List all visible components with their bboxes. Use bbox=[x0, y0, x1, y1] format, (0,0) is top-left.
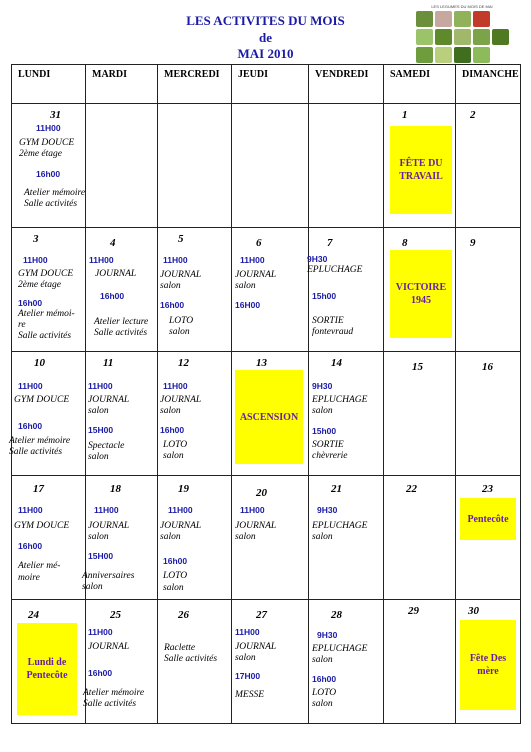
activity-text: moire bbox=[18, 573, 40, 583]
day-number: 15 bbox=[412, 361, 423, 373]
day-number: 10 bbox=[34, 357, 45, 369]
day-number: 14 bbox=[331, 357, 342, 369]
day-number: 13 bbox=[256, 357, 267, 369]
day-number: 3 bbox=[33, 233, 39, 245]
day-cell bbox=[456, 600, 521, 724]
activity-time: 16h00 bbox=[160, 425, 185, 435]
holiday-label: Fête Des mère bbox=[460, 620, 516, 710]
activity-text: EPLUCHAGE bbox=[312, 395, 368, 405]
activity-text: EPLUCHAGE bbox=[312, 644, 368, 654]
day-cell bbox=[158, 228, 232, 352]
weekday-header-row bbox=[12, 65, 521, 104]
activity-text: salon bbox=[312, 406, 333, 416]
activity-text: 2ème étage bbox=[18, 280, 61, 290]
activity-text: LOTO bbox=[163, 571, 188, 581]
activity-time: 9H30 bbox=[312, 381, 333, 391]
activity-text: MESSE bbox=[235, 690, 265, 700]
week-row bbox=[12, 228, 521, 352]
day-cell bbox=[12, 228, 86, 352]
activity-text: Atelier mémoi- bbox=[18, 309, 75, 319]
activity-time: 9H30 bbox=[317, 505, 338, 515]
activity-time: 16H00 bbox=[235, 300, 261, 310]
activity-text: JOURNAL bbox=[88, 521, 130, 531]
activity-text: JOURNAL bbox=[160, 395, 202, 405]
activity-text: Atelier lecture bbox=[94, 317, 149, 327]
activity-text: salon bbox=[312, 532, 333, 542]
activity-text: salon bbox=[312, 655, 333, 665]
week-row bbox=[12, 104, 521, 228]
day-number: 19 bbox=[178, 483, 189, 495]
day-number: 30 bbox=[468, 605, 479, 617]
activity-text: JOURNAL bbox=[235, 270, 277, 280]
day-cell bbox=[12, 104, 86, 228]
activity-text: salon bbox=[160, 406, 181, 416]
activity-text: salon bbox=[312, 699, 333, 709]
activity-time: 16h00 bbox=[18, 421, 43, 431]
day-cell bbox=[86, 352, 158, 476]
weekday-header: SAMEDI bbox=[384, 65, 456, 104]
activity-text: salon bbox=[235, 281, 256, 291]
activity-time: 16h00 bbox=[163, 556, 188, 566]
title-line-2: de bbox=[259, 30, 272, 45]
day-number: 6 bbox=[256, 237, 262, 249]
day-cell bbox=[232, 228, 309, 352]
day-cell bbox=[9, 352, 86, 476]
activity-text: chèvrerie bbox=[312, 451, 348, 461]
day-cell bbox=[232, 104, 309, 228]
activity-text: fontevraud bbox=[312, 327, 354, 337]
day-cell bbox=[232, 600, 309, 724]
holiday-label: Pentecôte bbox=[460, 498, 516, 540]
activity-time: 11H00 bbox=[235, 627, 260, 637]
activity-text: GYM DOUCE bbox=[14, 395, 70, 405]
activity-text: Spectacle bbox=[88, 441, 125, 451]
vegetable-image bbox=[435, 29, 452, 45]
day-cell bbox=[12, 476, 86, 600]
activity-time: 11H00 bbox=[168, 505, 193, 515]
activity-text: EPLUCHAGE bbox=[307, 265, 363, 275]
day-cell bbox=[232, 476, 309, 600]
activity-text: LOTO bbox=[163, 440, 188, 450]
activity-text: salon bbox=[88, 532, 109, 542]
activity-text: Salle activités bbox=[83, 699, 137, 709]
title-line-1: LES ACTIVITES DU MOIS bbox=[186, 13, 345, 28]
vegetable-image bbox=[454, 47, 471, 63]
day-cell bbox=[309, 104, 384, 228]
day-cell bbox=[456, 352, 521, 476]
vegetable-image bbox=[473, 47, 490, 63]
weekday-header: VENDREDI bbox=[309, 65, 384, 104]
activity-time: 9H30 bbox=[307, 254, 328, 264]
day-number: 1 bbox=[402, 109, 408, 121]
day-cell bbox=[384, 476, 456, 600]
vegetable-image bbox=[435, 47, 452, 63]
day-number: 22 bbox=[406, 483, 417, 495]
activity-text: JOURNAL bbox=[160, 270, 202, 280]
day-cell bbox=[158, 476, 232, 600]
activity-time: 11H00 bbox=[240, 255, 265, 265]
day-number: 16 bbox=[482, 361, 493, 373]
activity-text: Atelier mémoire bbox=[24, 188, 86, 198]
vegetable-image bbox=[416, 47, 433, 63]
title-line-3: MAI 2010 bbox=[237, 46, 294, 61]
activity-text: salon bbox=[160, 532, 181, 542]
day-cell bbox=[83, 600, 158, 724]
activity-time: 11H00 bbox=[36, 123, 61, 133]
activity-text: Atelier mémoire bbox=[9, 436, 71, 446]
activity-text: salon bbox=[82, 582, 103, 592]
day-number: 4 bbox=[110, 237, 116, 249]
activity-time: 16h00 bbox=[160, 300, 185, 310]
day-cell bbox=[309, 600, 384, 724]
vegetable-image bbox=[416, 11, 433, 27]
activity-time: 11H00 bbox=[23, 255, 48, 265]
activity-text: GYM DOUCE bbox=[18, 269, 74, 279]
activity-time: 11H00 bbox=[18, 505, 43, 515]
day-number: 18 bbox=[110, 483, 121, 495]
activity-text: JOURNAL bbox=[235, 642, 277, 652]
activity-text: Anniversaires bbox=[82, 571, 135, 581]
activity-text: salon bbox=[169, 327, 190, 337]
vegetable-thumbnails bbox=[414, 4, 510, 64]
day-number: 31 bbox=[50, 109, 61, 121]
activity-text: Raclette bbox=[164, 643, 196, 653]
activity-text: salon bbox=[235, 653, 256, 663]
activity-time: 15h00 bbox=[312, 426, 337, 436]
activity-time: 15H00 bbox=[88, 425, 114, 435]
activity-text: Atelier mé- bbox=[18, 561, 61, 571]
day-cell bbox=[309, 476, 384, 600]
weekday-header: JEUDI bbox=[232, 65, 309, 104]
day-number: 5 bbox=[178, 233, 184, 245]
activity-text: SORTIE bbox=[312, 316, 344, 326]
activity-text: GYM DOUCE bbox=[14, 521, 70, 531]
activity-time: 11H00 bbox=[240, 505, 265, 515]
activity-text: salon bbox=[88, 452, 109, 462]
holiday-label: Lundi de Pentecôte bbox=[17, 623, 77, 715]
activity-text: JOURNAL bbox=[160, 521, 202, 531]
activity-text: JOURNAL bbox=[235, 521, 277, 531]
activity-text: Salle activités bbox=[9, 447, 63, 457]
day-cell bbox=[12, 600, 86, 724]
vegetable-image bbox=[454, 29, 471, 45]
activity-text: Salle activités bbox=[164, 654, 218, 664]
activity-text: LOTO bbox=[169, 316, 194, 326]
vegetable-image bbox=[473, 29, 490, 45]
activity-time: 16h00 bbox=[100, 291, 125, 301]
day-number: 28 bbox=[331, 609, 342, 621]
thumbnail-caption: LES LEGUMES DU MOIS DE MAI bbox=[431, 4, 493, 9]
day-cell bbox=[82, 476, 158, 600]
activity-text: LOTO bbox=[312, 688, 337, 698]
vegetable-image bbox=[435, 11, 452, 27]
day-cell bbox=[232, 352, 309, 476]
day-number: 12 bbox=[178, 357, 189, 369]
activity-text: Salle activités bbox=[94, 328, 148, 338]
day-cell bbox=[86, 104, 158, 228]
week-row bbox=[12, 476, 521, 600]
activity-text: Atelier mémoire bbox=[83, 688, 145, 698]
day-number: 20 bbox=[256, 487, 267, 499]
activity-text: salon bbox=[160, 281, 181, 291]
weekday-header: DIMANCHE bbox=[456, 65, 521, 104]
activity-text: salon bbox=[88, 406, 109, 416]
activity-time: 16h00 bbox=[18, 298, 43, 308]
activity-time: 15H00 bbox=[88, 551, 114, 561]
day-number: 25 bbox=[110, 609, 121, 621]
activity-text: JOURNAL bbox=[88, 395, 130, 405]
activity-time: 11H00 bbox=[88, 627, 113, 637]
activity-text: JOURNAL bbox=[95, 269, 137, 279]
day-number: 9 bbox=[470, 237, 476, 249]
activity-text: Salle activités bbox=[24, 199, 78, 209]
day-cell bbox=[309, 352, 384, 476]
holiday-label: ASCENSION bbox=[235, 370, 303, 464]
activity-text: re bbox=[18, 320, 26, 330]
weekday-header: MERCREDI bbox=[158, 65, 232, 104]
activity-text: salon bbox=[163, 451, 184, 461]
activity-time: 9H30 bbox=[317, 630, 338, 640]
activity-time: 17H00 bbox=[235, 671, 261, 681]
day-cell bbox=[384, 104, 456, 228]
day-cell bbox=[456, 228, 521, 352]
day-number: 29 bbox=[408, 605, 419, 617]
weekday-header: MARDI bbox=[86, 65, 158, 104]
activity-text: EPLUCHAGE bbox=[312, 521, 368, 531]
day-cell bbox=[384, 228, 456, 352]
activity-time: 11H00 bbox=[89, 255, 114, 265]
weekday-header: LUNDI bbox=[12, 65, 86, 104]
vegetable-image bbox=[416, 29, 433, 45]
activity-text: salon bbox=[163, 583, 184, 593]
week-row bbox=[12, 600, 521, 724]
vegetable-image bbox=[492, 29, 509, 45]
activity-text: Salle activités bbox=[18, 331, 72, 341]
day-number: 21 bbox=[331, 483, 342, 495]
activity-time: 11H00 bbox=[88, 381, 113, 391]
activity-time: 16h00 bbox=[18, 541, 43, 551]
activity-time: 11H00 bbox=[163, 381, 188, 391]
day-number: 23 bbox=[482, 483, 493, 495]
day-cell bbox=[158, 352, 232, 476]
day-cell bbox=[384, 600, 456, 724]
activity-text: SORTIE bbox=[312, 440, 344, 450]
holiday-label: VICTOIRE 1945 bbox=[390, 250, 452, 338]
day-number: 26 bbox=[178, 609, 189, 621]
activity-text: salon bbox=[235, 532, 256, 542]
activity-text: GYM DOUCE bbox=[19, 138, 75, 148]
day-cell bbox=[86, 228, 158, 352]
day-cell bbox=[456, 104, 521, 228]
calendar-table bbox=[11, 64, 521, 724]
holiday-label: FÊTE DU TRAVAIL bbox=[390, 126, 452, 214]
activity-time: 15h00 bbox=[312, 291, 337, 301]
day-cell bbox=[309, 228, 384, 352]
vegetable-image bbox=[454, 11, 471, 27]
day-number: 27 bbox=[256, 609, 267, 621]
day-number: 2 bbox=[470, 109, 476, 121]
activity-time: 11H00 bbox=[163, 255, 188, 265]
day-number: 24 bbox=[28, 609, 39, 621]
activity-text: 2ème étage bbox=[19, 149, 62, 159]
day-cell bbox=[456, 476, 521, 600]
day-number: 8 bbox=[402, 237, 408, 249]
vegetable-image bbox=[473, 11, 490, 27]
day-cell bbox=[158, 104, 232, 228]
day-cell bbox=[384, 352, 456, 476]
day-number: 11 bbox=[103, 357, 114, 369]
activity-time: 11H00 bbox=[18, 381, 43, 391]
activity-time: 16h00 bbox=[312, 674, 337, 684]
activity-time: 16h00 bbox=[36, 169, 61, 179]
activity-text: JOURNAL bbox=[88, 642, 130, 652]
day-number: 7 bbox=[327, 237, 333, 249]
activity-time: 16h00 bbox=[88, 668, 113, 678]
day-cell bbox=[158, 600, 232, 724]
activity-time: 11H00 bbox=[94, 505, 119, 515]
day-number: 17 bbox=[33, 483, 44, 495]
week-row bbox=[12, 352, 521, 476]
